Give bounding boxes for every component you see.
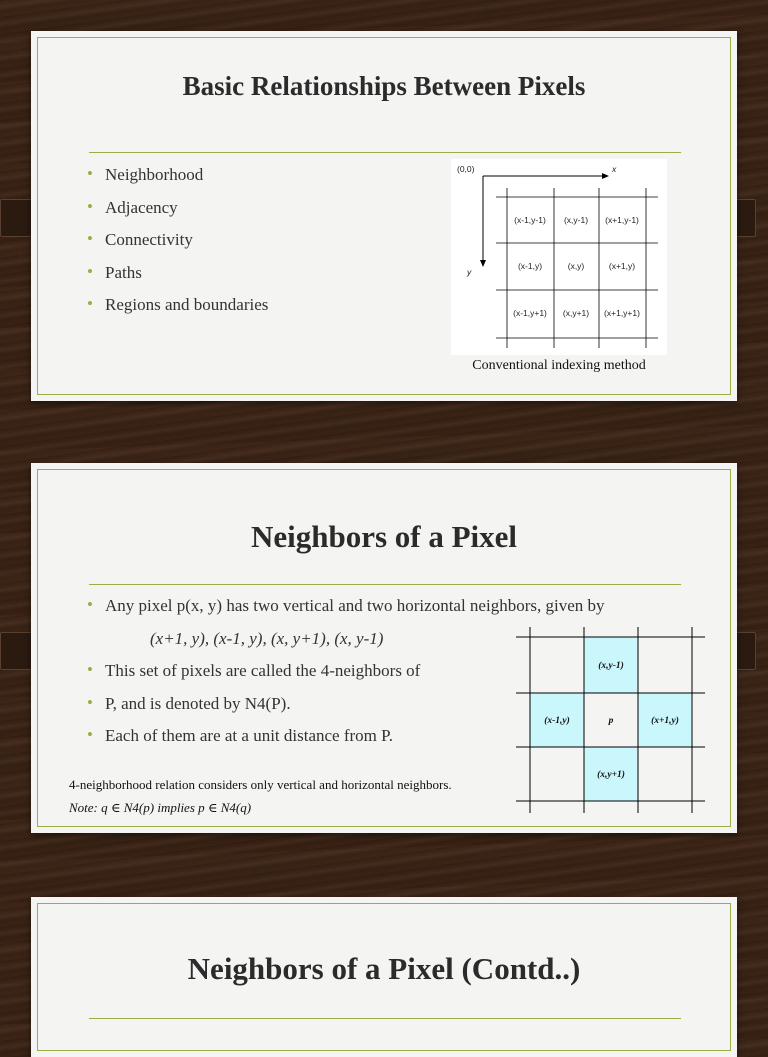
bullet-item: • Paths <box>87 263 268 296</box>
grid-cell: (x,y-1) <box>563 215 589 225</box>
note-line-1: 4-neighborhood relation considers only vertical and horizontal neighbors. <box>69 777 452 792</box>
grid-cell: (x,y+1) <box>562 308 590 318</box>
four-neighbor-grid <box>513 627 709 813</box>
bullet-item: • Connectivity <box>87 230 268 263</box>
bullet-list <box>87 596 605 628</box>
grid-cell: (x+1,y) <box>608 261 636 271</box>
bullet-list <box>87 165 268 328</box>
note-line-2: Note: q ∈ N4(p) implies p ∈ N4(q) <box>69 800 252 815</box>
figure-caption: Conventional indexing method <box>472 358 646 373</box>
neighbor-left: (x-1,y) <box>544 716 570 726</box>
neighbor-bottom: (x,y+1) <box>597 770 625 780</box>
bullet-item: • This set of pixels are called the 4-neighbors of <box>87 661 420 694</box>
origin-label: (0,0) <box>457 164 475 174</box>
grid-cell: (x-1,y) <box>517 261 543 271</box>
bullet-item: • Each of them are at a unit distance from P. <box>87 726 420 759</box>
grid-cell: (x-1,y+1) <box>513 308 547 318</box>
grid-cell: (x-1,y-1) <box>514 215 546 225</box>
neighbor-right: (x+1,y) <box>651 716 679 726</box>
bullet-item: • Any pixel p(x, y) has two vertical and two horizontal neighbors, given by <box>87 596 605 628</box>
slide-title: Neighbors of a Pixel (Contd..) <box>187 951 581 986</box>
bullet-item: • Adjacency <box>87 198 268 231</box>
title-rule <box>89 152 681 153</box>
title-rule <box>89 1018 681 1019</box>
title-rule <box>89 584 681 585</box>
bullet-item: • Regions and boundaries <box>87 295 268 328</box>
slide-title: Neighbors of a Pixel <box>250 519 518 554</box>
indexing-figure <box>451 159 667 355</box>
bullet-item: • Neighborhood <box>87 165 268 198</box>
grid-cell: (x+1,y-1) <box>605 215 639 225</box>
slide-title: Basic Relationships Between Pixels <box>182 71 586 101</box>
bullet-item: • P, and is denoted by N4(P). <box>87 694 420 727</box>
grid-cell: (x+1,y+1) <box>604 308 640 318</box>
center-pixel: p <box>608 716 614 726</box>
grid-cell: (x,y) <box>567 261 585 271</box>
x-axis-label: x <box>612 164 617 174</box>
neighbor-top: (x,y-1) <box>598 661 624 671</box>
slide-2 <box>31 463 737 833</box>
slide-3 <box>31 897 737 1057</box>
formula: (x+1, y), (x-1, y), (x, y+1), (x, y-1) <box>150 629 384 648</box>
bullet-list <box>87 661 420 759</box>
y-axis-label: y <box>467 267 472 277</box>
slide-1 <box>31 31 737 401</box>
